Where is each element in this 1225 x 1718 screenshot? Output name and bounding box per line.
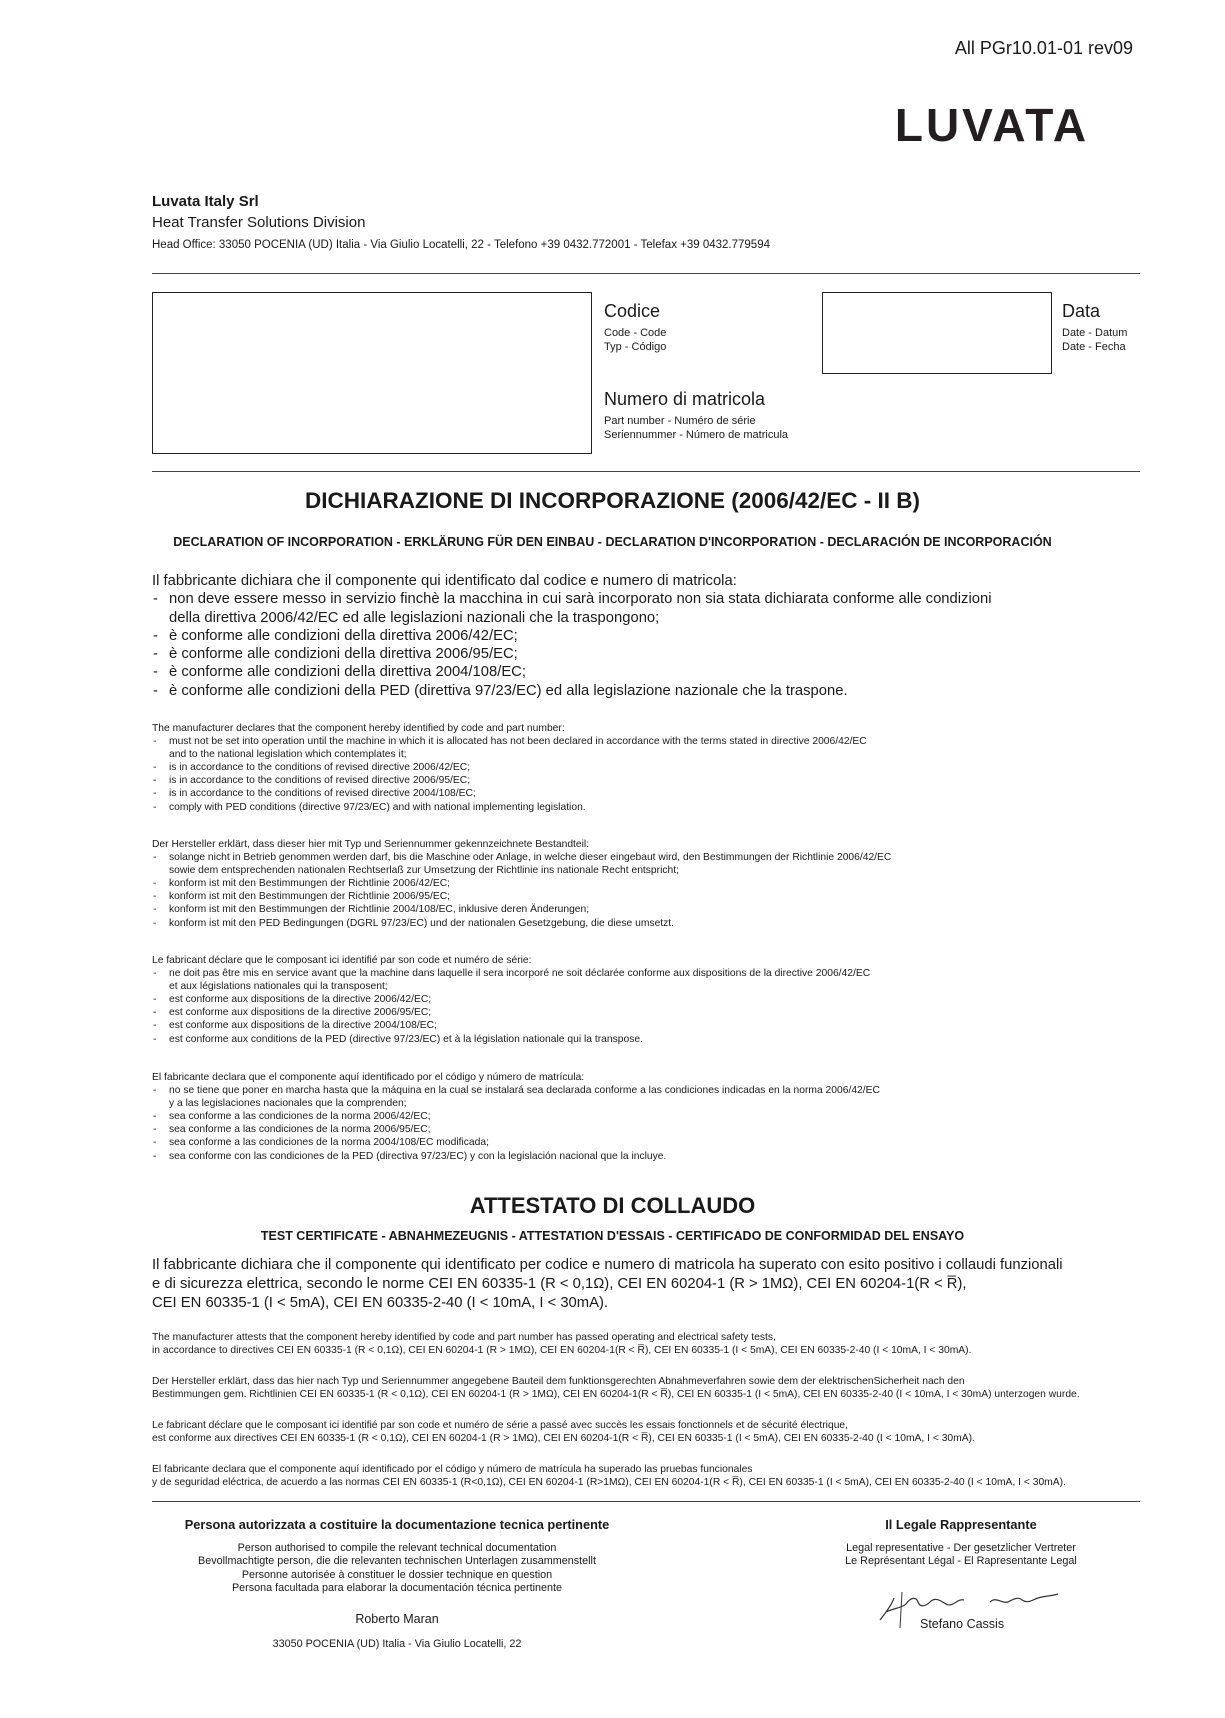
en-bullet-2: - is in accordance to the conditions of revised directive 2006/42/EC; (152, 761, 1142, 774)
declaration-french (152, 954, 1142, 1046)
declaration-title: DICHIARAZIONE DI INCORPORAZIONE (2006/42/EC - II B) (304, 488, 921, 513)
date-sub-2: Date - Fecha (1062, 341, 1126, 353)
declaration-subtitle: DECLARATION OF INCORPORATION - ERKLÄRUNG FÜR DEN EINBAU - DECLARATION D'INCORPORATION - DECLARACIÓN DE INCORPORACIÓN (173, 535, 1052, 549)
es-bullet-5: - sea conforme con las condiciones de la PED (directiva 97/23/EC) y con la legislación nacional que la incluye. (152, 1150, 1142, 1163)
serial-sub-1: Part number - Numéro de série (604, 415, 756, 427)
fr-intro: Le fabricant déclare que le composant ici identifié par son code et numéro de série: (152, 955, 532, 966)
footer-right-title: Il Legale Rappresentante (885, 1517, 1037, 1532)
de-bullet-3: - konform ist mit den Bestimmungen der Richtlinie 2006/95/EC; (152, 890, 1142, 903)
footer-right-line-2: Le Représentant Légal - El Rapresentante Legal (845, 1555, 1077, 1568)
declaration-spanish (152, 1071, 1142, 1163)
declaration-german (152, 838, 1142, 930)
es-bullet-3: - sea conforme a las condiciones de la norma 2006/95/EC; (152, 1123, 1142, 1136)
divider (152, 273, 1140, 274)
code-title: Codice (604, 301, 661, 321)
footer-left-name: Roberto Maran (355, 1611, 439, 1626)
test-spanish (152, 1463, 1142, 1489)
serial-title: Numero di matricola (604, 389, 766, 409)
fr-bullet-2: - est conforme aux dispositions de la directive 2006/42/EC; (152, 993, 1142, 1006)
footer-left-address: 33050 POCENIA (UD) Italia - Via Giulio Locatelli, 22 (272, 1637, 522, 1650)
test-es-line-2: y de seguridad eléctrica, de acuerdo a las normas CEI EN 60335-1 (R<0,1Ω), CEI EN 60204-1 (R>1MΩ), CEI EN 60204-1(R < R̅), CEI EN 60335-1 (I < 5mA), CEI EN 60335-2-40 (I < 10mA, I < 30mA). (152, 1477, 1066, 1489)
footer-left-title: Persona autorizzata a costituire la documentazione tecnica pertinente (184, 1517, 610, 1532)
es-bullet-2: - sea conforme a las condiciones de la norma 2006/42/EC; (152, 1110, 1142, 1123)
company-address: Head Office: 33050 POCENIA (UD) Italia - Via Giulio Locatelli, 22 - Telefono +39 0432.772001 - Telefax +39 0432.779594 (152, 239, 770, 251)
divider (152, 471, 1140, 472)
footer-left-line-3: Personne autorisée à constituer le dossier technique en question (241, 1568, 553, 1581)
test-german (152, 1375, 1142, 1401)
test-fr-line-2: est conforme aux directives CEI EN 60335-1 (R < 0,1Ω), CEI EN 60204-1 (R > 1MΩ), CEI EN 60204-1(R < R̅), CEI EN 60335-1 (I < 5mA), CEI EN 60335-2-40 (I < 10mA, I < 30mA). (152, 1433, 975, 1445)
date-box (822, 292, 1052, 374)
it-intro: Il fabbricante dichiara che il componente qui identificato dal codice e numero di matricola: (152, 573, 737, 589)
it-bullet-1-cont: della direttiva 2006/42/EC ed alle legislazioni nazionali che la traspongono; (169, 609, 660, 626)
document-reference: All PGr10.01-01 rev09 (954, 38, 1133, 58)
de-bullet-4: - konform ist mit den Bestimmungen der Richtlinie 2004/108/EC, inklusive deren Änderungen; (152, 903, 1142, 916)
test-de-line-2: Bestimmungen gem. Richtlinien CEI EN 60335-1 (R < 0,1Ω), CEI EN 60204-1 (R > 1MΩ), CEI EN 60204-1(R < R̅), CEI EN 60335-1 (I < 5mA), CEI EN 60335-2-40 (I < 10mA, I < 30mA) unterzogen wurde. (152, 1389, 1080, 1401)
code-sub-2: Typ - Código (604, 341, 667, 353)
test-it-line-3: CEI EN 60335-1 (I < 5mA), CEI EN 60335-2-40 (I < 10mA, I < 30mA). (152, 1294, 609, 1311)
test-certificate-subtitle: TEST CERTIFICATE - ABNAHMEZEUGNIS - ATTESTATION D'ESSAIS - CERTIFICADO DE CONFORMIDAD DEL ENSAYO (260, 1229, 965, 1243)
footer-right-name: Stefano Cassis (920, 1617, 1005, 1631)
de-bullet-5: - konform ist mit den PED Bedingungen (DGRL 97/23/EC) und der nationalen Gesetzgebung, die diese umsetzt. (152, 917, 1142, 930)
technical-documentation-contact (152, 1517, 642, 1651)
test-it-line-2: e di sicurezza elettrica, secondo le norme CEI EN 60335-1 (R < 0,1Ω), CEI EN 60204-1 (R > 1MΩ), CEI EN 60204-1(R < R̅), (152, 1275, 967, 1292)
declaration-italian (152, 572, 1132, 700)
declaration-english (152, 722, 1142, 814)
legal-representative (830, 1517, 1092, 1569)
fr-bullet-1: - ne doit pas être mis en service avant que la machine dans laquelle il sera incorporé ne soit déclarée conforme aux dispositions de la directive 2006/42/EC (152, 967, 1142, 980)
fr-bullet-5: - est conforme aux conditions de la PED (directive 97/23/EC) et à la législation nationale qui la transpose. (152, 1033, 1142, 1046)
de-intro: Der Hersteller erklärt, dass dieser hier mit Typ und Seriennummer gekennzeichnete Bestandteil: (152, 839, 590, 850)
divider (152, 1501, 1140, 1502)
test-es-line-1: El fabricante declara que el componente aquí identificado por el código y número de matrícula ha superado las pruebas funcionales (152, 1464, 753, 1475)
en-bullet-5: - comply with PED conditions (directive 97/23/EC) and with national implementing legislation. (152, 801, 1142, 814)
en-intro: The manufacturer declares that the component hereby identified by code and part number: (152, 723, 565, 734)
de-bullet-1: - solange nicht in Betrieb genommen werden darf, bis die Maschine oder Anlage, in welche dieser eingebaut wird, den Bestimmungen der Richtlinie 2006/42/EC (152, 851, 1142, 864)
code-field-label (604, 301, 666, 354)
company-division: Heat Transfer Solutions Division (152, 214, 366, 231)
fr-bullet-1-cont: et aux législations nationales qui la transposent; (169, 981, 388, 993)
footer-left-line-1: Person authorised to compile the relevant technical documentation (237, 1542, 557, 1554)
it-bullet-3: - è conforme alle condizioni della direttiva 2006/95/EC; (152, 645, 1132, 663)
fr-bullet-4: - est conforme aux dispositions de la directive 2004/108/EC; (152, 1019, 1142, 1032)
it-bullet-4: - è conforme alle condizioni della direttiva 2004/108/EC; (152, 663, 1132, 681)
date-sub-1: Date - Datum (1062, 327, 1128, 339)
test-it-line-1: Il fabbricante dichiara che il componente qui identificato per codice e numero di matricola ha superato con esito positivo i collaudi funzionali (152, 1257, 1063, 1273)
es-bullet-1: - no se tiene que poner en marcha hasta que la máquina en la cual se instalará sea declarada conforme a las condiciones indicadas en la norma 2006/42/EC (152, 1084, 1142, 1097)
date-field-label (1062, 301, 1127, 354)
es-bullet-4: - sea conforme a las condiciones de la norma 2004/108/EC modificada; (152, 1136, 1142, 1149)
it-bullet-5: - è conforme alle condizioni della PED (direttiva 97/23/EC) ed alla legislazione nazionale che la traspone. (152, 682, 1132, 700)
company-name: Luvata Italy Srl (152, 193, 259, 210)
logo-text: LUVATA (894, 103, 1090, 145)
luvata-logo (847, 103, 1137, 145)
test-en-line-1: The manufacturer attests that the component hereby identified by code and part number has passed operating and electrical safety tests, (152, 1332, 776, 1343)
test-fr-line-1: Le fabricant déclare que le composant ici identifié par son code et numéro de série a passé avec succès les essais fonctionnels et de sécurité électrique, (152, 1420, 849, 1431)
en-bullet-1: - must not be set into operation until the machine in which it is allocated has not been declared in accordance with the terms stated in directive 2006/42/EC (152, 735, 1142, 748)
test-italian (152, 1256, 1142, 1312)
test-french (152, 1419, 1142, 1445)
test-en-line-2: in accordance to directives CEI EN 60335-1 (R < 0,1Ω), CEI EN 60204-1 (R > 1MΩ), CEI EN 60204-1(R < R̅), CEI EN 60335-1 (I < 5mA), CEI EN 60335-2-40 (I < 10mA, I < 30mA). (152, 1345, 972, 1357)
stamp-box (152, 292, 592, 454)
fr-bullet-3: - est conforme aux dispositions de la directive 2006/95/EC; (152, 1006, 1142, 1019)
it-bullet-1: - non deve essere messo in servizio finchè la macchina in cui sarà incorporato non sia stata dichiarata conforme alle condizioni (152, 590, 1132, 608)
test-certificate-title: ATTESTATO DI COLLAUDO (469, 1193, 756, 1218)
it-bullet-2: - è conforme alle condizioni della direttiva 2006/42/EC; (152, 627, 1132, 645)
es-intro: El fabricante declara que el componente aquí identificado por el código y número de matrícula: (152, 1072, 585, 1083)
de-bullet-1-cont: sowie dem entsprechenden nationalen Rechtserlaß zur Umsetzung der Richtlinie ins nationale Recht entspricht; (169, 865, 679, 877)
serial-sub-2: Seriennummer - Número de matricula (604, 429, 789, 441)
es-bullet-1-cont: y a las legislaciones nacionales que la comprenden; (169, 1098, 407, 1110)
footer-left-line-4: Persona facultada para elaborar la documentación técnica pertinente (231, 1582, 563, 1595)
test-de-line-1: Der Hersteller erklärt, dass das hier nach Typ und Seriennummer angegebene Bauteil dem funktionsgerechten Abnahmeverfahren sowie dem der elektrischenSicherheit nach den (152, 1376, 965, 1387)
code-sub-1: Code - Code (604, 327, 667, 339)
en-bullet-4: - is in accordance to the conditions of revised directive 2004/108/EC; (152, 787, 1142, 800)
en-bullet-1-cont: and to the national legislation which contemplates it; (169, 749, 407, 761)
footer-left-line-2: Bevollmachtigte person, die die relevanten technischen Unterlagen zusammenstellt (198, 1555, 596, 1568)
de-bullet-2: - konform ist mit den Bestimmungen der Richtlinie 2006/42/EC; (152, 877, 1142, 890)
date-title: Data (1062, 301, 1101, 321)
serial-field-label (604, 389, 788, 442)
test-english (152, 1331, 1142, 1357)
en-bullet-3: - is in accordance to the conditions of revised directive 2006/95/EC; (152, 774, 1142, 787)
footer-right-line-1: Legal representative - Der gesetzlicher Vertreter (846, 1542, 1076, 1554)
